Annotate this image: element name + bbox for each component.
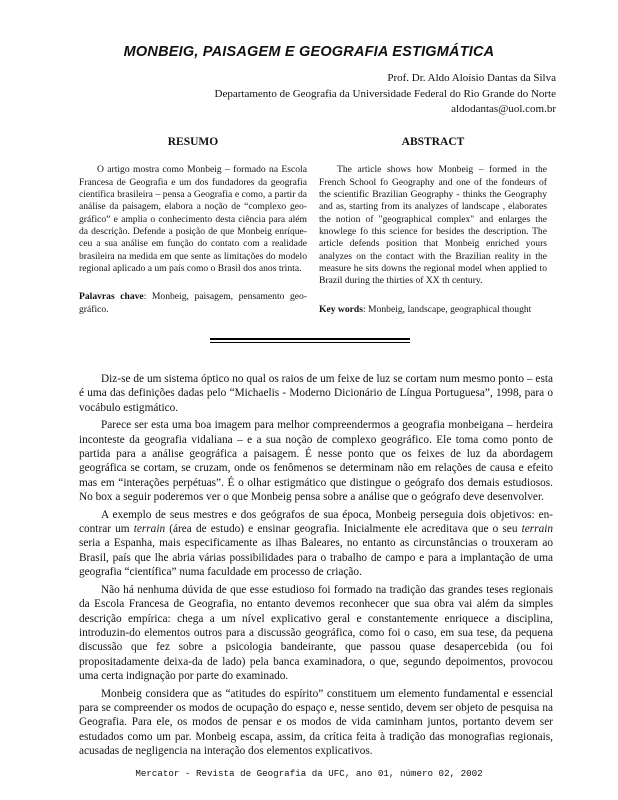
abstract-heading: ABSTRACT [401, 136, 465, 148]
resumo-text: O artigo mostra como Monbeig – formado na Escola Francesa de Geografia e um dos fundadores da geografia científica brasileira – pensa a Geografia e como, a partir da análise da paisagem, elabora a noção de “complexo geo-gráfico” e amplia o conhecimento desta ciência para além da descrição. Defende a posição de que Monbeig enríque-ceu a sua análise em função do contato com a realidade brasileira na medida em que sente as limitações do modelo regional aplicado a um país como o Brasil dos anos trinta. [79, 164, 307, 275]
resumo-keywords [79, 291, 307, 316]
abstract-keywords [319, 304, 547, 316]
body-paragraph-3 [79, 508, 553, 580]
body-paragraph-3-part-c: seria a Espanha, mais especificamente as ilhas Baleares, no entanto as circunstâncias o trouxeram ao Brasil, país que lhe abria várias possibilidades para o trabalho de campo e para a implantação de uma geografia “científica” numa faculdade em processo de criação. [79, 537, 553, 579]
abstract-keywords-label: Key words [319, 303, 363, 315]
terrain-italic-1: terrain [133, 523, 166, 536]
terrain-italic-2: terrain [521, 523, 554, 536]
article-title: MONBEIG, PAISAGEM E GEOGRAFIA ESTIGMÁTICA [123, 44, 495, 60]
body-paragraph-4: Não há nenhuma dúvida de que esse estudioso foi formado na tradição das grandes teses regionais da Escola Francesa de Geografia, no entanto devemos reconhecer que sua obra vai além da simples descrição empírica: chega a um nível explicativo geral e constantemente enriquece a disciplina, introduzin-do elementos outros para a discussão geográfica, como foi o caso, em sua tese, da pequena discussão que fez sobre a psicologia bandeirante, que passou quase desapercebida (ou foi propositadamente deixa-da de lado) pela banca examinadora, o que, segundo depoimentos, provocou uma certa indignação por parte do examinado. [79, 583, 553, 683]
page-footer: Mercator - Revista de Geografia da UFC, ano 01, número 02, 2002 [135, 768, 483, 779]
abstract-text: The article shows how Monbeig – formed in the French School fo Geography and one of the fondeurs of the scientific Brazilian Geography - thinks the Geography and as, starting from its analyzes of landscape , elaborates the notion of "geographical complex" and enlarges the knowlege fo this science for besides the description. The article defends position that Monbeig enriched yours analyzes on the contact with the Brazilian reality in the measure he sits downs the regional model when applied to Brazil during the thirties of XX th century. [319, 164, 547, 287]
section-divider-thick [210, 338, 410, 340]
resumo-keywords-label: Palavras chave [79, 291, 144, 303]
body-paragraph-1: Diz-se de um sistema óptico no qual os raios de um feixe de luz se cortam num mesmo ponto – esta é uma das definições dadas pelo “Michaelis - Moderno Dicionário de Língua Portuguesa”, 1998, para o vocábulo estigmático. [79, 373, 553, 414]
body-paragraph-5: Monbeig considera que as “atitudes do espírito” constituem um elemento fundamental e essencial para se compreender os modos de ocupação do espaço e, nesse sentido, devem ser objeto de pesquisa na Geografia. Para ele, os modos de pensar e os modos de vida caminham juntos, portanto devem ser estudados como um par. Monbeig escapa, assim, da crítica feita à tradição das monografias regionais, acusadas de negligencia na interação dos elementos explicativos. [79, 687, 553, 758]
author-affiliation: Departamento de Geografia da Universidade Federal do Rio Grande do Norte [214, 87, 556, 100]
resumo-heading: RESUMO [167, 136, 219, 148]
resumo-column [79, 136, 307, 316]
resumo-body [79, 164, 307, 275]
abstract-body [319, 164, 547, 287]
body-paragraph-3-part-a: A exemplo de seus mestres e dos geógrafos de sua época, Monbeig perseguia dois objetivos: en-contrar um [79, 508, 553, 536]
section-divider-thin [210, 342, 410, 343]
author-name: Prof. Dr. Aldo Aloísio Dantas da Silva [387, 72, 556, 84]
author-block [215, 71, 556, 118]
author-email: aldodantas@uol.com.br [451, 103, 556, 115]
abstract-column [319, 136, 547, 316]
body-paragraph-3-part-b: (área de estudo) e ensinar geografia. Inicialmente ele acreditava que o seu [165, 523, 522, 536]
article-body [79, 372, 553, 759]
resumo-keywords-text: : Monbeig, paisagem, pensamento geo-gráfico. [79, 291, 307, 315]
abstract-keywords-text: : Monbeig, landscape, geographical thought [362, 303, 532, 315]
body-paragraph-2: Parece ser esta uma boa imagem para melhor compreendermos a geografia monbeigana – herdeira inconteste da geografia vidaliana – e a sua noção de complexo geográfico. Ele toma como ponto de partida para a análise geográfica a paisagem. É nesse ponto que os feixes de luz da abordagem geográfica se cortam, se cruzam, onde os fenômenos se determinam não em relações de causa e efeito mas em “interações perpétuas”. É o olhar estigmático que distingue o geógrafo dos demais estudiosos. No box a seguir poderemos ver o que Monbeig pensa sobre a análise que o geógrafo deve desenvolver. [79, 419, 553, 504]
